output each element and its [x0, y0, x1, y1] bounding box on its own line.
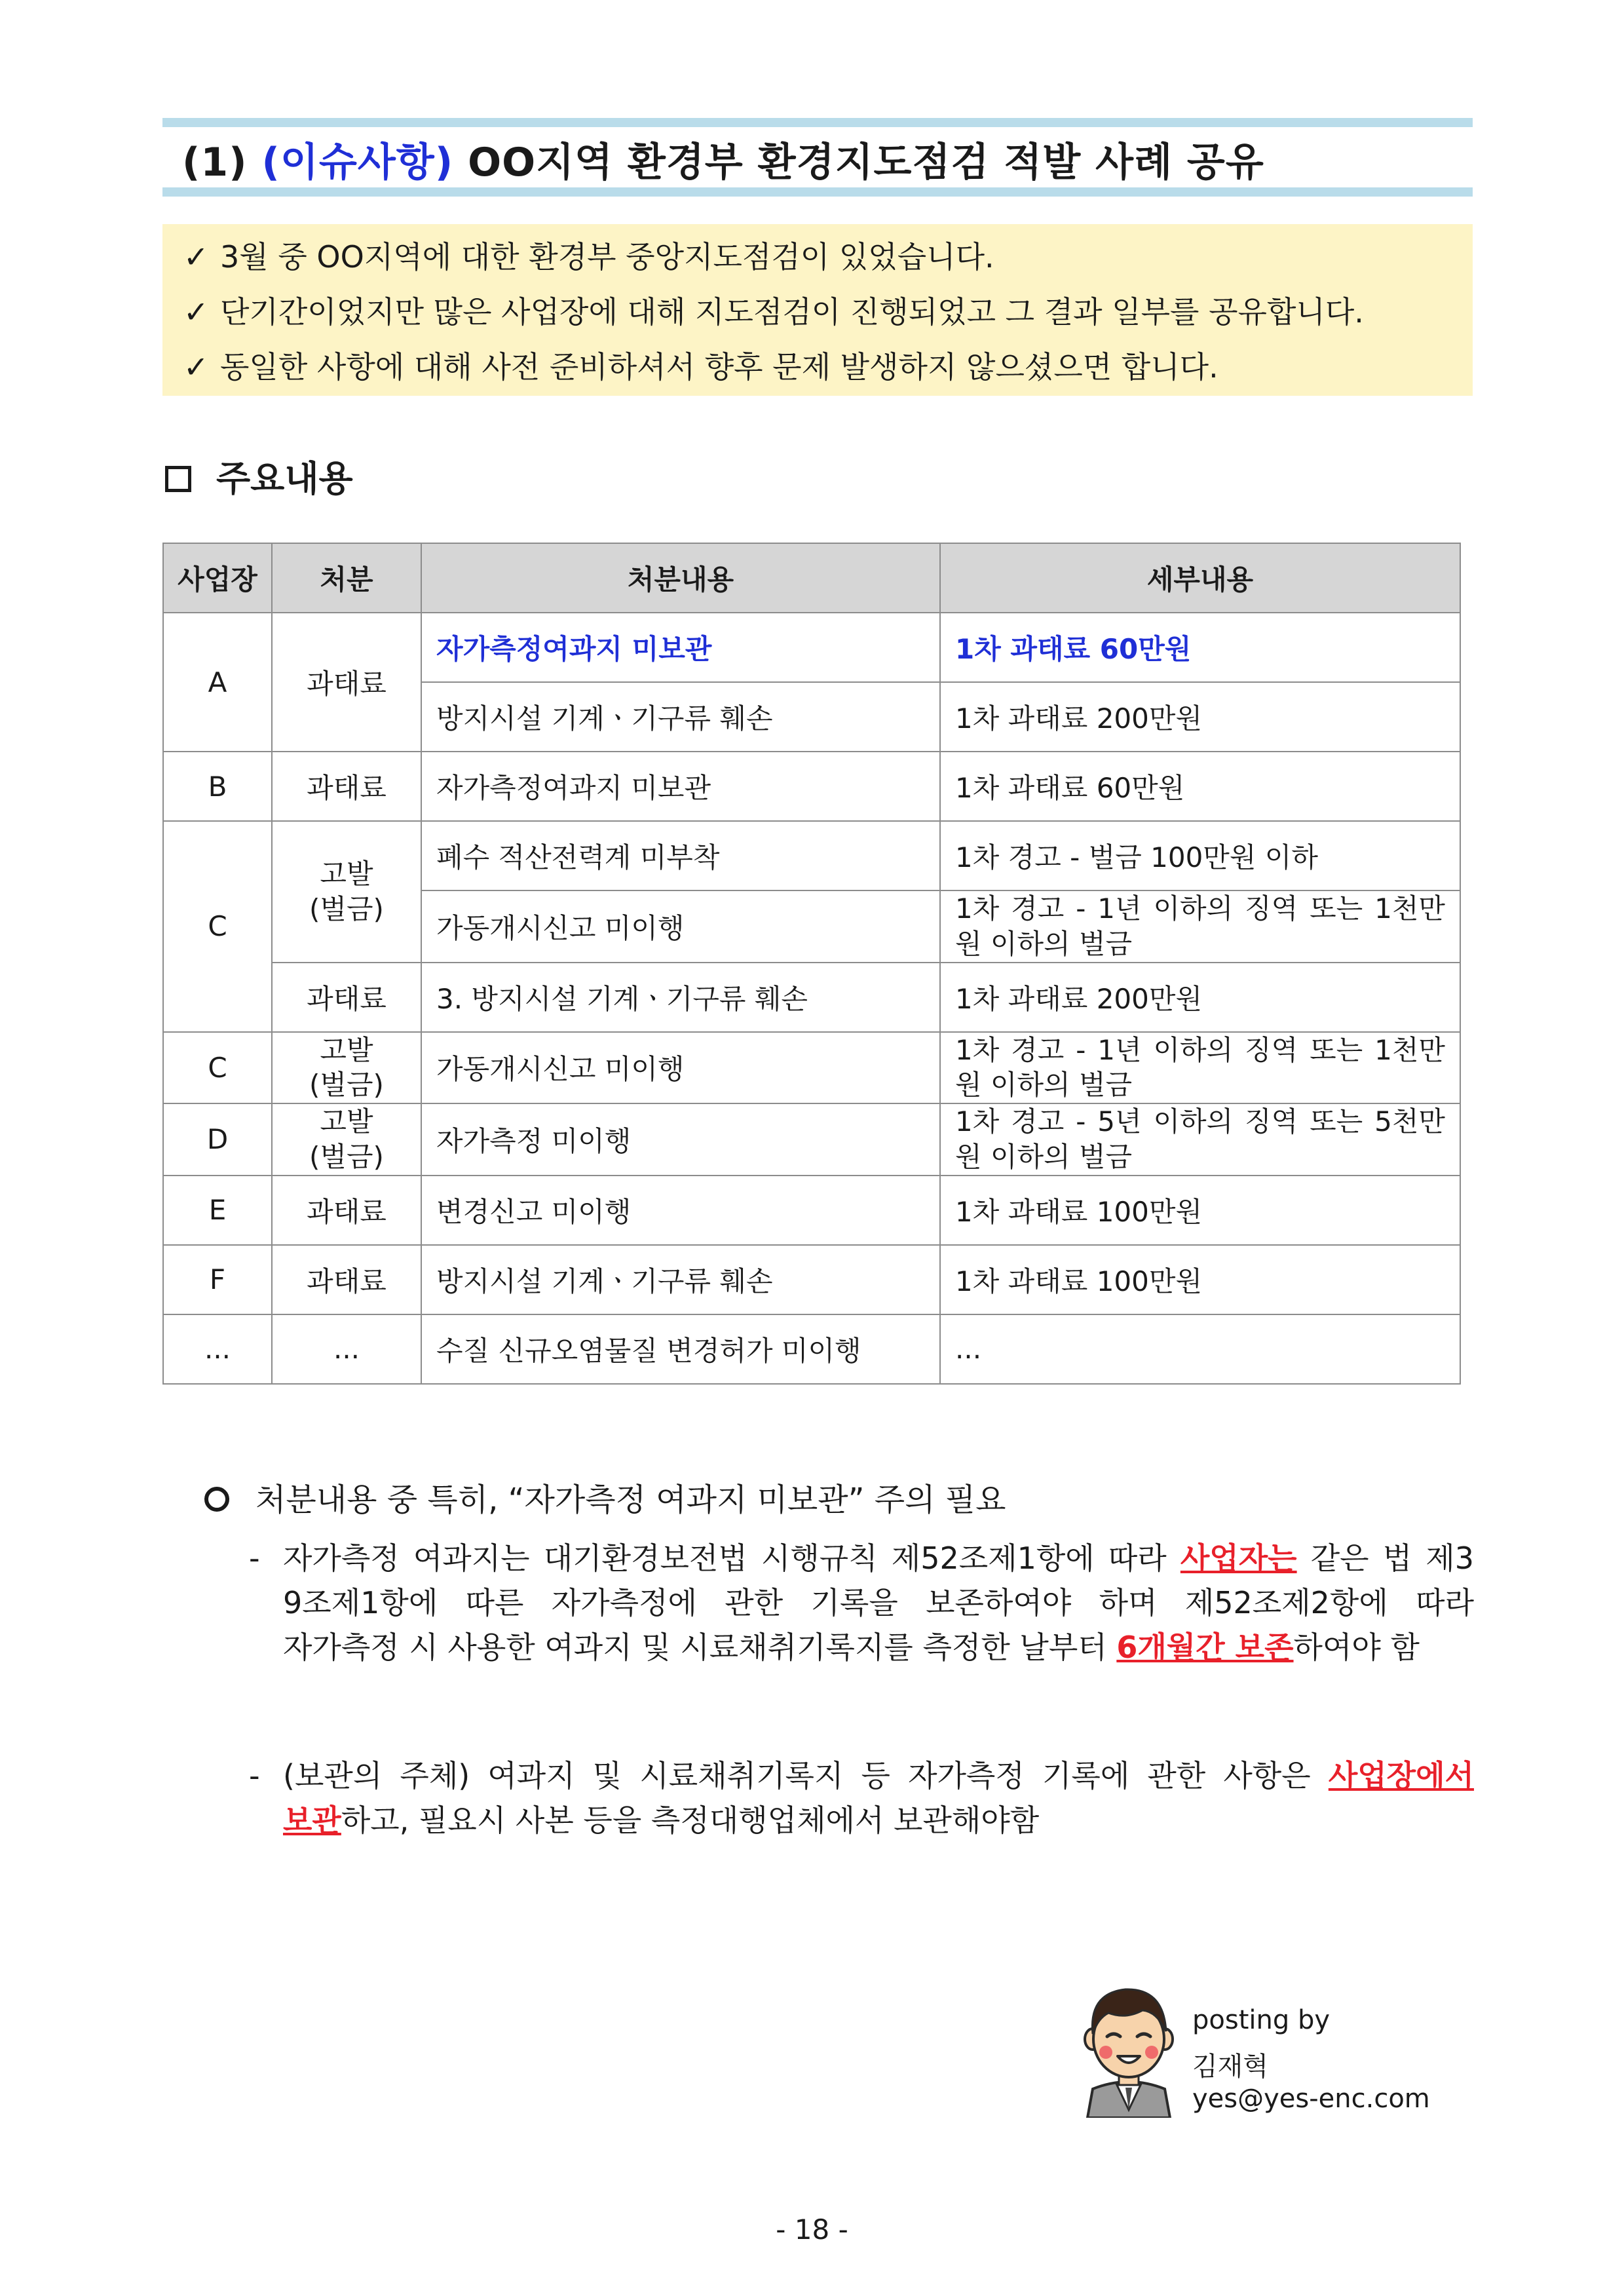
- cell-site: B: [163, 752, 272, 821]
- poster-name: 김재혁: [1192, 2052, 1268, 2082]
- summary-item: ✓ 단기간이었지만 많은 사업장에 대해 지도점검이 진행되었고 그 결과 일부를 공유합니다.: [183, 294, 1364, 330]
- cell-detail: 1차 과태료 200만원: [940, 963, 1460, 1032]
- dash-bullet: -: [249, 1758, 260, 1793]
- cell-site: A: [163, 613, 272, 752]
- table-row: [163, 1032, 1460, 1104]
- table-row: [163, 752, 1460, 821]
- cell-action: 과태료: [272, 963, 421, 1032]
- cell-detail: 1차 과태료 60만원: [940, 613, 1460, 682]
- header-detail: 세부내용: [940, 543, 1460, 613]
- cell-detail: 1차 과태료 100만원: [940, 1176, 1460, 1245]
- title-bottom-rule: [162, 187, 1473, 197]
- table-row: [163, 1314, 1460, 1384]
- section-heading: 주요내용: [165, 451, 353, 501]
- title-number: (1): [182, 140, 248, 185]
- table-row: [163, 1176, 1460, 1245]
- cell-site: ...: [163, 1314, 272, 1384]
- cell-content: 방지시설 기계ㆍ기구류 훼손: [421, 1245, 940, 1314]
- page-number: - 18 -: [776, 2213, 848, 2246]
- cell-content: 폐수 적산전력계 미부착: [421, 821, 940, 890]
- cell-detail: 1차 경고 - 1년 이하의 징역 또는 1천만원 이하의 벌금: [940, 890, 1460, 963]
- cell-action: 과태료: [272, 752, 421, 821]
- cell-detail: 1차 경고 - 5년 이하의 징역 또는 5천만원 이하의 벌금: [940, 1103, 1460, 1176]
- cell-detail: 1차 경고 - 1년 이하의 징역 또는 1천만원 이하의 벌금: [940, 1032, 1460, 1104]
- table-row: [163, 1103, 1460, 1176]
- note-heading: 처분내용 중 특히, “자가측정 여과지 미보관” 주의 필요: [204, 1474, 1006, 1520]
- cell-content: 자가측정여과지 미보관: [421, 613, 940, 682]
- title-issue-tag: (이슈사항): [261, 140, 454, 185]
- highlight-site-storage: 사업장에서: [1328, 1758, 1474, 1793]
- header-action: 처분: [272, 543, 421, 613]
- cell-content: 수질 신규오염물질 변경허가 미이행: [421, 1314, 940, 1384]
- cell-content: 가동개시신고 미이행: [421, 890, 940, 963]
- poster-label: posting by: [1192, 2005, 1331, 2035]
- highlight-business-owner: 사업자는: [1180, 1540, 1297, 1576]
- check-icon: ✓: [183, 294, 209, 330]
- title-text: OO지역 환경부 환경지도점검 적발 사례 공유: [468, 140, 1264, 185]
- header-content: 처분내용: [421, 543, 940, 613]
- highlight-storage: 보관: [283, 1803, 341, 1838]
- table-header-row: [163, 543, 1460, 613]
- cell-action: 과태료: [272, 1176, 421, 1245]
- cell-site: C: [163, 821, 272, 1032]
- summary-item: ✓ 3월 중 OO지역에 대한 환경부 중앙지도점검이 있었습니다.: [183, 239, 994, 275]
- cell-detail: 1차 과태료 100만원: [940, 1245, 1460, 1314]
- violations-table: [162, 543, 1461, 1385]
- highlight-six-months: 6개월간 보존: [1116, 1630, 1294, 1665]
- cell-action: 과태료: [272, 613, 421, 752]
- cell-content: 자가측정여과지 미보관: [421, 752, 940, 821]
- cell-content: 방지시설 기계ㆍ기구류 훼손: [421, 682, 940, 752]
- circle-bullet-icon: [204, 1487, 229, 1512]
- title-top-rule: [162, 118, 1473, 127]
- summary-item: ✓ 동일한 사항에 대해 사전 준비하셔서 향후 문제 발생하지 않으셨으면 합니다.: [183, 349, 1218, 385]
- cell-detail: ...: [940, 1314, 1460, 1384]
- table-row: [163, 821, 1460, 890]
- cell-action: ...: [272, 1314, 421, 1384]
- avatar-icon: [1080, 1979, 1178, 2118]
- cell-action: 고발 (벌금): [272, 821, 421, 963]
- cell-action: 고발 (벌금): [272, 1032, 421, 1104]
- cell-detail: 1차 경고 - 벌금 100만원 이하: [940, 821, 1460, 890]
- cell-content: 변경신고 미이행: [421, 1176, 940, 1245]
- cell-site: F: [163, 1245, 272, 1314]
- header-site: 사업장: [163, 543, 272, 613]
- table-row: [163, 1245, 1460, 1314]
- cell-action: 고발 (벌금): [272, 1103, 421, 1176]
- cell-detail: 1차 과태료 60만원: [940, 752, 1460, 821]
- cell-content: 3. 방지시설 기계ㆍ기구류 훼손: [421, 963, 940, 1032]
- cell-site: C: [163, 1032, 272, 1104]
- table-row: [163, 613, 1460, 682]
- dash-bullet: -: [249, 1540, 260, 1576]
- checkbox-square-icon: [165, 466, 191, 492]
- cell-site: D: [163, 1103, 272, 1176]
- check-icon: ✓: [183, 349, 209, 385]
- note-paragraph-1: - 자가측정 여과지는 대기환경보전법 시행규칙 제52조제1항에 따라 사업자는 같은 법 제3 9조제1항에 따른 자가측정에 관한 기록을 보존하여야 하며 제52조제2항에 따라 자가측정 시 사용한 여과지 및 시료채취기록지를 측정한 날부터 6개월간 보존하여야 함: [249, 1536, 1474, 1670]
- check-icon: ✓: [183, 239, 209, 275]
- page-title: [182, 131, 1264, 187]
- cell-action: 과태료: [272, 1245, 421, 1314]
- cell-content: 자가측정 미이행: [421, 1103, 940, 1176]
- table-row: [163, 963, 1460, 1032]
- cell-content: 가동개시신고 미이행: [421, 1032, 940, 1104]
- poster-email[interactable]: yes@yes-enc.com: [1192, 2084, 1430, 2114]
- cell-detail: 1차 과태료 200만원: [940, 682, 1460, 752]
- cell-site: E: [163, 1176, 272, 1245]
- note-paragraph-2: - (보관의 주체) 여과지 및 시료채취기록지 등 자가측정 기록에 관한 사항은 사업장에서 보관하고, 필요시 사본 등을 측정대행업체에서 보관해야함: [249, 1753, 1474, 1843]
